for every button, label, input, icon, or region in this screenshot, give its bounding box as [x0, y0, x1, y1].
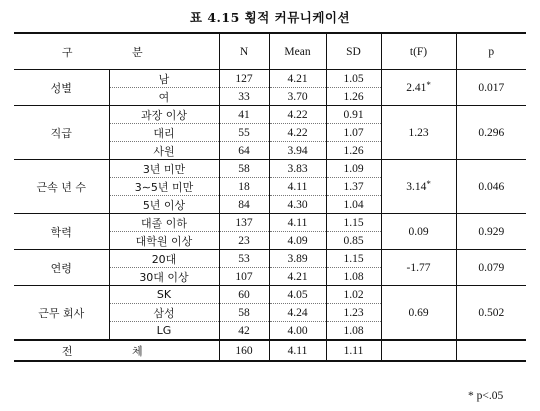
cell-mean: 4.21	[269, 70, 326, 88]
cell-n: 23	[219, 232, 269, 250]
group-t-cell	[381, 70, 456, 106]
row-label: 대리	[109, 124, 219, 142]
cell-sd: 1.26	[326, 142, 381, 160]
cell-mean: 4.00	[269, 322, 326, 341]
cell-sd: 1.08	[326, 268, 381, 286]
group-t-value: 1.23	[408, 126, 429, 139]
cell-mean: 4.11	[269, 214, 326, 232]
header-row	[14, 33, 526, 70]
cell-n: 107	[219, 268, 269, 286]
row-label: 과장 이상	[109, 106, 219, 124]
cell-mean: 3.70	[269, 88, 326, 106]
cell-sd: 1.07	[326, 124, 381, 142]
cell-sd: 1.26	[326, 88, 381, 106]
group-name: 연령	[14, 250, 109, 286]
cell-sd: 1.23	[326, 304, 381, 322]
cell-mean: 4.22	[269, 124, 326, 142]
significance-mark: *	[426, 79, 431, 90]
cell-n: 41	[219, 106, 269, 124]
total-label: 전 체	[14, 340, 219, 361]
cell-sd: 1.08	[326, 322, 381, 341]
statistics-table	[14, 32, 526, 362]
table-row	[14, 250, 526, 268]
group-p-value: 0.296	[456, 106, 526, 160]
cell-mean: 4.21	[269, 268, 326, 286]
group-name: 직급	[14, 106, 109, 160]
cell-n: 53	[219, 250, 269, 268]
row-label: 여	[109, 88, 219, 106]
group-p-value: 0.046	[456, 160, 526, 214]
cell-n: 127	[219, 70, 269, 88]
row-label: 30대 이상	[109, 268, 219, 286]
cell-sd: 1.05	[326, 70, 381, 88]
row-label: 대학원 이상	[109, 232, 219, 250]
cell-mean: 4.05	[269, 286, 326, 304]
cell-n: 137	[219, 214, 269, 232]
group-t-cell	[381, 250, 456, 286]
total-row	[14, 340, 526, 361]
cell-n: 55	[219, 124, 269, 142]
cell-n: 42	[219, 322, 269, 341]
cell-n: 58	[219, 160, 269, 178]
header-t: t(F)	[381, 33, 456, 70]
cell-sd: 1.09	[326, 160, 381, 178]
cell-n: 58	[219, 304, 269, 322]
table-row	[14, 70, 526, 88]
row-label: 남	[109, 70, 219, 88]
group-t-cell	[381, 214, 456, 250]
header-sd: SD	[326, 33, 381, 70]
group-p-value: 0.079	[456, 250, 526, 286]
cell-mean: 4.22	[269, 106, 326, 124]
group-t-cell	[381, 160, 456, 214]
group-name: 성별	[14, 70, 109, 106]
header-category: 구 분	[14, 33, 219, 70]
cell-n: 84	[219, 196, 269, 214]
group-t-value: 0.69	[408, 306, 429, 319]
cell-n: 60	[219, 286, 269, 304]
cell-sd: 0.91	[326, 106, 381, 124]
group-name: 근무 회사	[14, 286, 109, 341]
header-n: N	[219, 33, 269, 70]
total-t-empty	[381, 340, 456, 361]
group-t-value: 0.09	[408, 225, 429, 238]
row-label: 3년 미만	[109, 160, 219, 178]
cell-mean: 4.11	[269, 178, 326, 196]
cell-mean: 3.94	[269, 142, 326, 160]
group-name: 학력	[14, 214, 109, 250]
cell-sd: 1.15	[326, 214, 381, 232]
table-row	[14, 160, 526, 178]
cell-mean: 4.09	[269, 232, 326, 250]
cell-n: 33	[219, 88, 269, 106]
row-label: 5년 이상	[109, 196, 219, 214]
group-name: 근속 년 수	[14, 160, 109, 214]
group-p-value: 0.929	[456, 214, 526, 250]
total-sd: 1.11	[326, 340, 381, 361]
total-mean: 4.11	[269, 340, 326, 361]
row-label: 3∼5년 미만	[109, 178, 219, 196]
header-mean: Mean	[269, 33, 326, 70]
row-label: LG	[109, 322, 219, 341]
cell-sd: 1.15	[326, 250, 381, 268]
total-p-empty	[456, 340, 526, 361]
header-p: p	[456, 33, 526, 70]
total-n: 160	[219, 340, 269, 361]
table-row	[14, 106, 526, 124]
cell-mean: 3.83	[269, 160, 326, 178]
cell-n: 64	[219, 142, 269, 160]
table-row	[14, 214, 526, 232]
group-t-cell	[381, 106, 456, 160]
group-t-value: 3.14	[406, 180, 427, 193]
group-p-value: 0.502	[456, 286, 526, 341]
group-t-value: 2.41	[406, 81, 427, 94]
cell-n: 18	[219, 178, 269, 196]
table-row	[14, 286, 526, 304]
group-p-value: 0.017	[456, 70, 526, 106]
footnote: * p<.05	[468, 390, 504, 402]
group-t-value: -1.77	[406, 261, 431, 274]
row-label: 삼성	[109, 304, 219, 322]
cell-mean: 3.89	[269, 250, 326, 268]
cell-sd: 0.85	[326, 232, 381, 250]
cell-sd: 1.37	[326, 178, 381, 196]
row-label: 20대	[109, 250, 219, 268]
cell-sd: 1.02	[326, 286, 381, 304]
table-title: 표 4.15 횡적 커뮤니케이션	[189, 10, 351, 25]
row-label: 대졸 이하	[109, 214, 219, 232]
row-label: 사원	[109, 142, 219, 160]
cell-sd: 1.04	[326, 196, 381, 214]
group-t-cell	[381, 286, 456, 341]
cell-mean: 4.24	[269, 304, 326, 322]
row-label: SK	[109, 286, 219, 304]
cell-mean: 4.30	[269, 196, 326, 214]
significance-mark: *	[426, 178, 431, 189]
